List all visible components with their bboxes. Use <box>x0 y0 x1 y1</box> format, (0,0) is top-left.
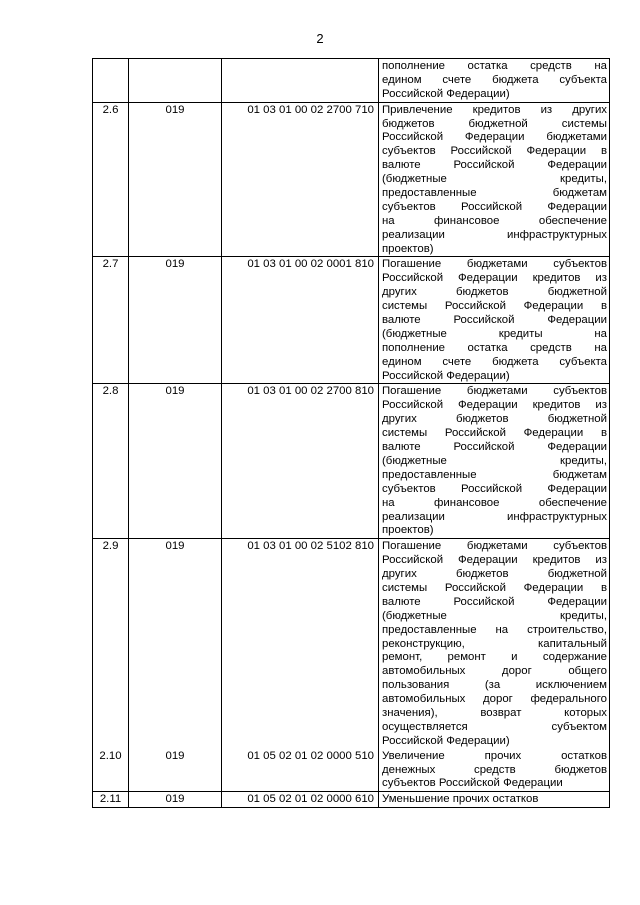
administrator-code-cell: 019 <box>129 749 222 792</box>
description-line: валюте Российской Федерации <box>382 595 607 608</box>
description-line: (бюджетные кредиты, <box>382 454 607 467</box>
row-number-cell: 2.11 <box>93 792 129 808</box>
description-cell <box>379 59 610 103</box>
budget-sources-table <box>92 58 610 808</box>
description-line: субъектов Российской Федерации <box>382 200 607 213</box>
description-line: значения), возврат которых <box>382 706 607 719</box>
budget-code-cell: 01 03 01 00 02 2700 810 <box>222 384 379 539</box>
description-line: ремонт, ремонт и содержание <box>382 651 607 664</box>
description-line: других бюджетов бюджетной <box>382 568 607 581</box>
description-line: денежных средств бюджетов <box>382 763 607 776</box>
description-line: системы Российской Федерации в <box>382 581 607 594</box>
description-line: автомобильных дорог федерального <box>382 693 607 706</box>
description-line: едином счете бюджета субъекта <box>382 355 607 368</box>
description-line: бюджетов бюджетной системы <box>382 117 607 130</box>
description-line: валюте Российской Федерации <box>382 159 607 172</box>
description-line: Российской Федерации) <box>382 87 510 100</box>
description-line: автомобильных дорог общего <box>382 665 607 678</box>
description-line: пополнение остатка средств на <box>382 341 607 354</box>
row-number-cell: 2.10 <box>93 749 129 792</box>
description-line: реконструкцию, капитальный <box>382 637 607 650</box>
description-line: субъектов Российской Федерации <box>382 777 563 790</box>
description-line: осуществляется субъектом <box>382 720 607 733</box>
budget-code-cell: 01 05 02 01 02 0000 610 <box>222 792 379 808</box>
description-line: реализации инфраструктурных <box>382 228 607 241</box>
description-cell <box>379 792 610 808</box>
budget-code-cell: 01 03 01 00 02 5102 810 <box>222 539 379 749</box>
description-line: (бюджетные кредиты, <box>382 173 607 186</box>
description-line: предоставленные бюджетам <box>382 187 607 200</box>
budget-code-cell: 01 05 02 01 02 0000 510 <box>222 749 379 792</box>
description-line: других бюджетов бюджетной <box>382 286 607 299</box>
administrator-code-cell: 019 <box>129 384 222 539</box>
table-row <box>93 102 610 257</box>
description-line: Российской Федерации) <box>382 369 510 382</box>
row-number-cell <box>93 59 129 103</box>
description-line: проектов) <box>382 242 434 255</box>
table-row <box>93 384 610 539</box>
description-line: Привлечение кредитов из других <box>382 103 607 116</box>
description-line: валюте Российской Федерации <box>382 314 607 327</box>
description-cell <box>379 257 610 384</box>
description-cell <box>379 539 610 749</box>
description-line: субъектов Российской Федерации <box>382 482 607 495</box>
description-line: Российской Федерации кредитов из <box>382 272 607 285</box>
description-line: Российской Федерации бюджетами <box>382 131 607 144</box>
description-line: реализации инфраструктурных <box>382 510 607 523</box>
row-number-cell: 2.9 <box>93 539 129 749</box>
table-row <box>93 749 610 792</box>
description-line: пополнение остатка средств на <box>382 60 607 72</box>
description-line: на финансовое обеспечение <box>382 214 607 227</box>
description-line: на финансовое обеспечение <box>382 496 607 509</box>
row-number-cell: 2.8 <box>93 384 129 539</box>
budget-code-cell <box>222 59 379 103</box>
description-line: валюте Российской Федерации <box>382 441 607 454</box>
description-line: субъектов Российской Федерации в <box>382 145 607 158</box>
budget-code-cell: 01 03 01 00 02 2700 710 <box>222 102 379 257</box>
description-line: проектов) <box>382 524 434 537</box>
description-line: Российской Федерации) <box>382 734 510 747</box>
table-row <box>93 59 610 103</box>
table-row <box>93 257 610 384</box>
description-cell <box>379 749 610 792</box>
description-line: Российской Федерации кредитов из <box>382 554 607 567</box>
description-line: (бюджетные кредиты на <box>382 327 607 340</box>
description-line: других бюджетов бюджетной <box>382 413 607 426</box>
description-line: предоставленные на строительство, <box>382 623 607 636</box>
row-number-cell: 2.6 <box>93 102 129 257</box>
description-cell <box>379 102 610 257</box>
description-line: системы Российской Федерации в <box>382 300 607 313</box>
table-row <box>93 539 610 749</box>
description-line: Российской Федерации кредитов из <box>382 399 607 412</box>
description-line: Погашение бюджетами субъектов <box>382 258 607 271</box>
administrator-code-cell <box>129 59 222 103</box>
administrator-code-cell: 019 <box>129 257 222 384</box>
description-line: системы Российской Федерации в <box>382 427 607 440</box>
administrator-code-cell: 019 <box>129 102 222 257</box>
description-line: Уменьшение прочих остатков <box>382 793 539 806</box>
budget-code-cell: 01 03 01 00 02 0001 810 <box>222 257 379 384</box>
description-line: Погашение бюджетами субъектов <box>382 385 607 398</box>
description-line: Увеличение прочих остатков <box>382 749 607 762</box>
description-line: (бюджетные кредиты, <box>382 609 607 622</box>
description-line: предоставленные бюджетам <box>382 468 607 481</box>
description-cell <box>379 384 610 539</box>
administrator-code-cell: 019 <box>129 539 222 749</box>
row-number-cell: 2.7 <box>93 257 129 384</box>
description-line: едином счете бюджета субъекта <box>382 73 607 86</box>
administrator-code-cell: 019 <box>129 792 222 808</box>
page-number: 2 <box>316 31 324 46</box>
description-line: пользования (за исключением <box>382 679 607 692</box>
table-row <box>93 792 610 808</box>
description-line: Погашение бюджетами субъектов <box>382 540 607 553</box>
